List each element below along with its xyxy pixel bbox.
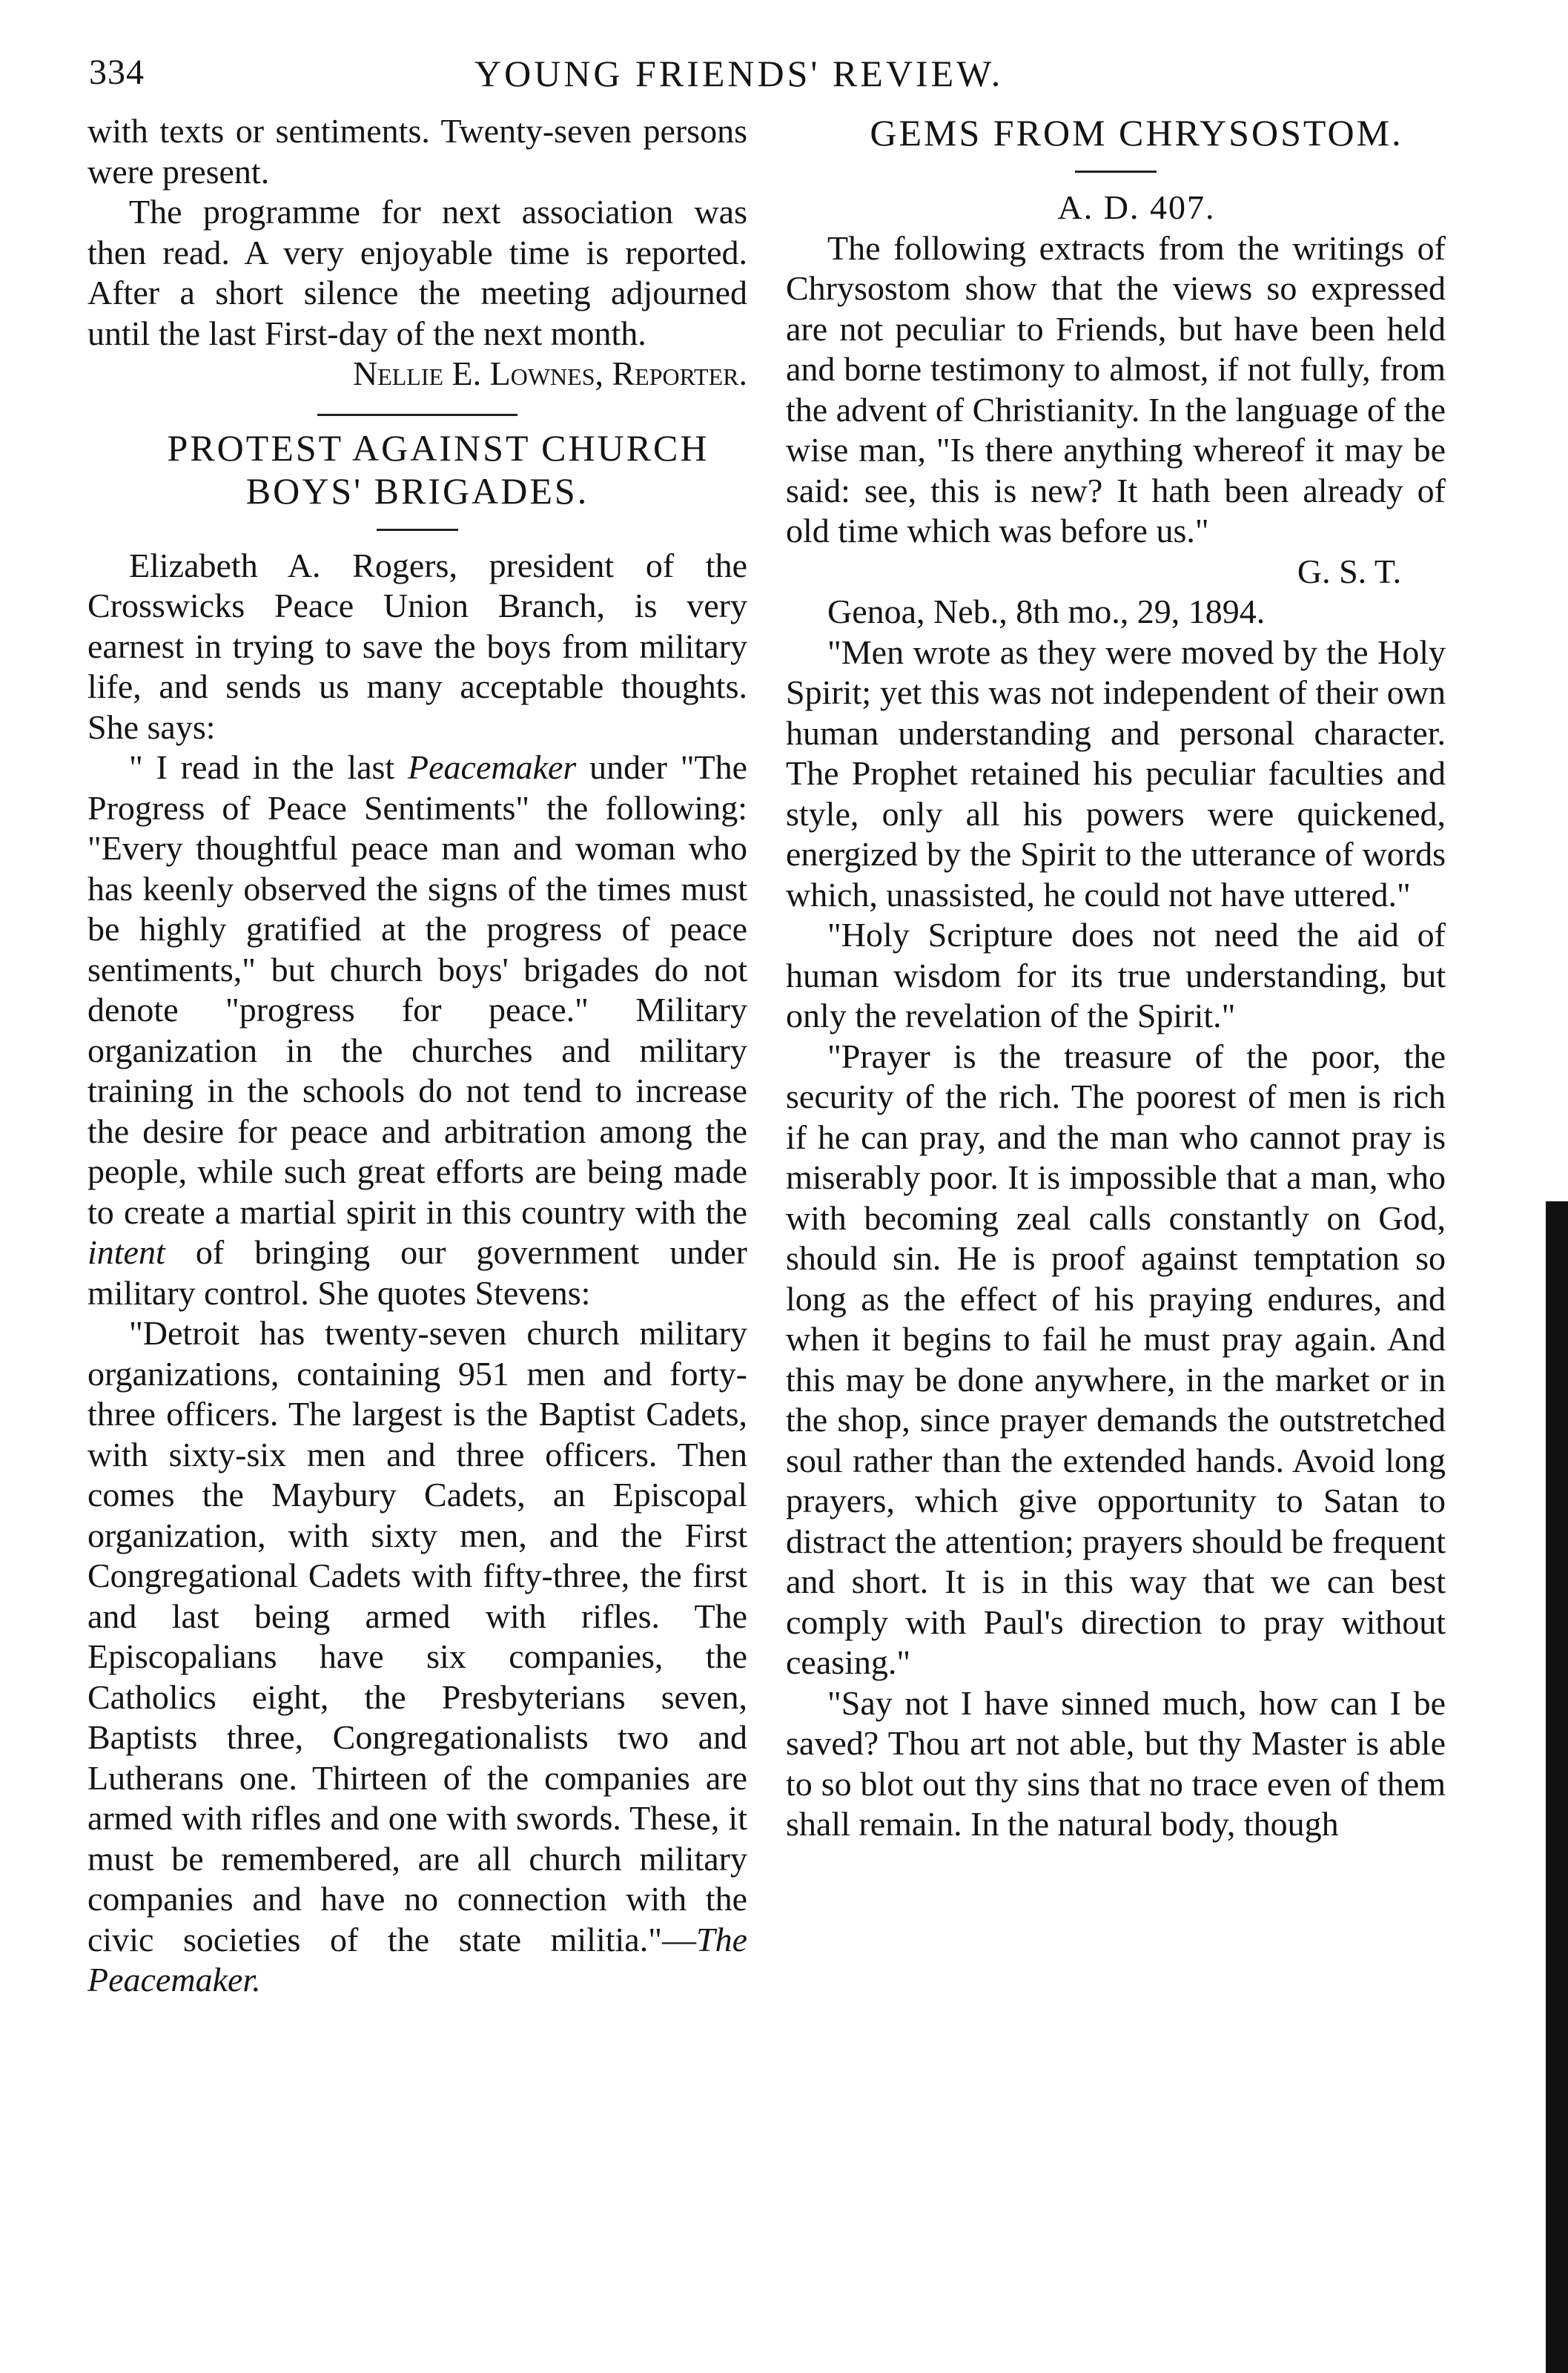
p5-text: "Detroit has twenty-seven church military organizations, containing 951 men and forty-three officers. The largest is the Baptist Cadets, with sixty-six men and three officers. Then comes the Maybury Cadets, an Episcopal organization, with sixty men, and the First Congregational Cadets with fifty-three, the first and last being armed with rifles. The Episcopalians have six companies, the Catholics eight, the Presbyterians seven, Baptists three, Congregationalists two and Lutherans one. Thirteen of the companies are armed with rifles and one with swords. These, it must be remembered, are all church military companies and have no connection with the civic societies of the state militia."—	[87, 1314, 747, 1958]
running-title: YOUNG FRIENDS' REVIEW.	[474, 53, 1004, 94]
title-rule	[1075, 171, 1157, 173]
author-initials: G. S. T.	[1297, 552, 1401, 590]
emphasis-intent: intent	[87, 1233, 165, 1271]
left-paragraph-2: The programme for next association was then read. A very enjoyable time is reported. After a short silence the meeting adjourned until the last First-day of the next month.	[87, 193, 747, 352]
quote-4: "Say not I have sinned much, how can I be saved? Thou art not able, but thy Master is able to so blot out thy sins that no trace even of them shall remain. In the natural body, though	[786, 1683, 1446, 1843]
p4-text-a: " I read in the last	[129, 748, 408, 786]
title-rule	[377, 529, 458, 531]
left-paragraph-4	[87, 747, 747, 1313]
p4-text-c: of bringing our government under military control. She quotes Stevens:	[87, 1233, 747, 1312]
reporter-signature: Nellie E. Lownes, Reporter.	[352, 354, 747, 392]
intro-paragraph: The following extracts from the writings of Chrysostom show that the views so expressed are not peculiar to Friends, but have been held and borne testimony to almost, if not fully, from the advent of Christianity. In the language of the wise man, "Is there anything whereof it may be said: see, this is new? It hath been already of old time which was before us."	[786, 228, 1446, 549]
left-paragraph-1: with texts or sentiments. Twenty-seven persons were present.	[87, 112, 747, 191]
periodical-name: Peacemaker	[408, 748, 577, 786]
quote-2: "Holy Scripture does not need the aid of human wisdom for its true understanding, but only the revelation of the Spirit."	[786, 916, 1446, 1034]
place-date: Genoa, Neb., 8th mo., 29, 1894.	[827, 593, 1266, 630]
article-title-protest: PROTEST AGAINST CHURCH BOYS' BRIGADES.	[167, 426, 709, 512]
left-paragraph-5	[87, 1313, 747, 2001]
left-column	[87, 111, 747, 2001]
scan-edge-shadow	[1546, 1201, 1568, 2373]
quote-1: "Men wrote as they were moved by the Holy Spirit; yet this was not independent of their own human understanding and personal character. The Prophet retained his peculiar faculties and style, only all his powers were quickened, energized by the Spirit to the utterance of words which, unassisted, he could not have uttered."	[786, 633, 1446, 914]
left-paragraph-3: Elizabeth A. Rogers, president of the Crosswicks Peace Union Branch, is very earnest in trying to save the boys from military life, and sends us many acceptable thoughts. She says:	[87, 546, 747, 746]
page-header	[89, 52, 1468, 104]
section-divider	[317, 414, 517, 416]
source-citation: The Peacemaker.	[87, 1920, 747, 1999]
quote-3: "Prayer is the treasure of the poor, the security of the rich. The poorest of men is rich if he can pray, and the man who cannot pray is miserably poor. It is impossible that a man, who with becoming zeal calls constantly on God, should sin. He is proof against temptation so long as the effect of his praying endures, and when it begins to fail he must pray again. And this may be done anywhere, in the market or in the shop, since prayer demands the outstretched soul rather than the extended hands. Avoid long prayers, which give opportunity to Satan to distract the attention; prayers should be frequent and short. It is in this way that we can best comply with Paul's direction to pray without ceasing."	[786, 1037, 1446, 1681]
article-title-gems: GEMS FROM CHRYSOSTOM.	[870, 112, 1403, 154]
page-number: 334	[89, 53, 145, 92]
p4-text-b: under "The Progress of Peace Sentiments" the following: "Every thoughtful peace man and woman who has keenly observed the signs of the times must be highly gratified at the progress of peace sentiments," but church boys' brigades do not denote "progress for peace." Military organization in the churches and military training in the schools do not tend to increase the desire for peace and arbitration among the people, while such great efforts are being made to create a martial spirit in this country with the	[87, 748, 747, 1231]
dateline: A. D. 407.	[1057, 188, 1216, 226]
right-column	[786, 111, 1446, 1845]
